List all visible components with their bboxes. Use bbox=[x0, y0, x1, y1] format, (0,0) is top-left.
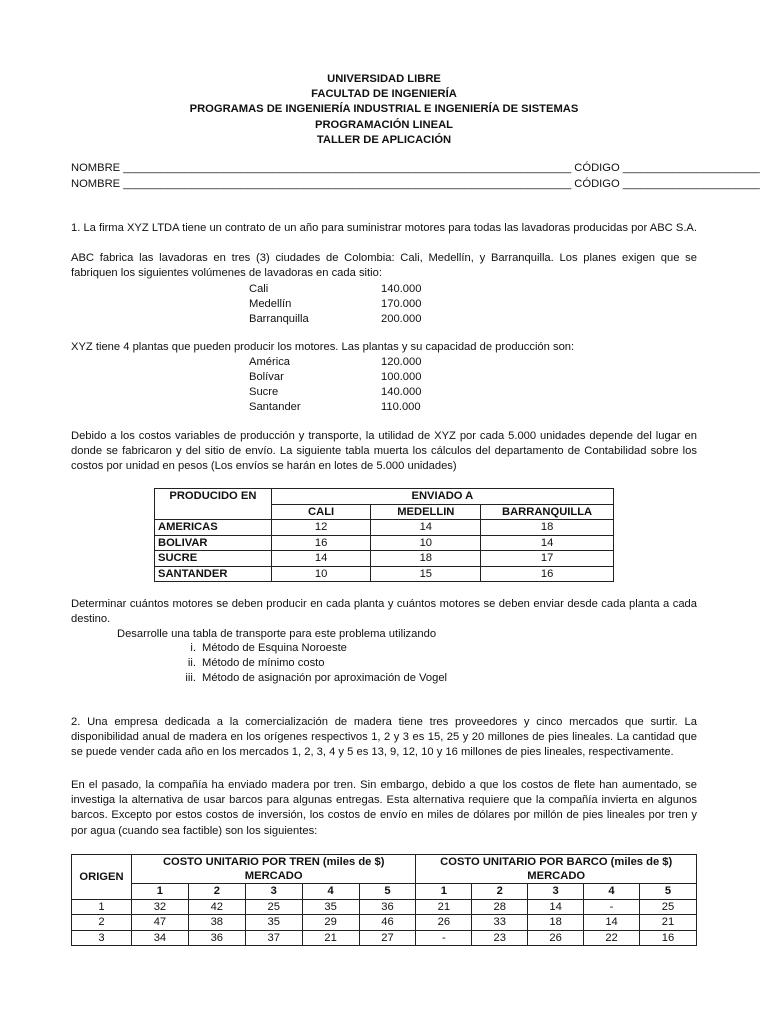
cell: 16 bbox=[639, 930, 696, 946]
table-row bbox=[72, 930, 697, 946]
method-label: Método de mínimo costo bbox=[202, 657, 325, 669]
develop-text: Desarrolle una tabla de transporte para este problema utilizando bbox=[117, 628, 437, 640]
cell: 33 bbox=[472, 915, 528, 931]
header-university: UNIVERSIDAD LIBRE bbox=[327, 73, 441, 85]
market-header: 5 bbox=[639, 884, 696, 900]
method-number: iii. bbox=[185, 672, 196, 684]
method-item bbox=[178, 656, 325, 671]
plant-name: Santander bbox=[249, 401, 301, 413]
cell: 47 bbox=[131, 915, 188, 931]
plant-value: 140.000 bbox=[381, 386, 422, 398]
cell: 14 bbox=[528, 899, 584, 915]
origin-cell: 1 bbox=[72, 899, 132, 915]
train-market-label: MERCADO bbox=[244, 870, 303, 882]
cell: 10 bbox=[271, 566, 371, 582]
plant-value: 110.000 bbox=[381, 401, 421, 413]
market-header: 3 bbox=[245, 884, 302, 900]
name-field-1: NOMBRE ________________________________________________________________________ CÓDIGO ______________________ bbox=[71, 162, 760, 174]
table-row bbox=[155, 551, 614, 567]
market-header: 4 bbox=[584, 884, 640, 900]
cell: 46 bbox=[359, 915, 416, 931]
origin-cell: 3 bbox=[72, 930, 132, 946]
header-produced: PRODUCIDO EN bbox=[155, 489, 272, 520]
market-header: 2 bbox=[472, 884, 528, 900]
method-item bbox=[178, 641, 347, 656]
market-header: 4 bbox=[302, 884, 359, 900]
cell: 34 bbox=[131, 930, 188, 946]
header-course: PROGRAMACIÓN LINEAL bbox=[315, 118, 453, 131]
plants-intro: XYZ tiene 4 plantas que pueden producir los motores. Las plantas y su capacidad de producción son: bbox=[71, 341, 575, 353]
cell: 14 bbox=[481, 535, 614, 551]
problem1-abc-text: ABC fabrica las lavadoras en tres (3) ciudades de Colombia: Cali, Medellín, y Barranquilla. Los planes exigen que se fabriquen los siguientes volúmenes de lavadoras en cada sitio: bbox=[71, 252, 697, 280]
cell: 16 bbox=[481, 566, 614, 582]
cell: - bbox=[584, 899, 640, 915]
cell: 17 bbox=[481, 551, 614, 567]
method-label: Método de Esquina Noroeste bbox=[202, 642, 347, 654]
problem2-intro: 2. Una empresa dedicada a la comercialización de madera tiene tres proveedores y cinco mercados que surtir. La disponibilidad anual de madera en los orígenes respectivos 1, 2 y 3 es 15, 25 y 20 millones de pies lineales. La cantidad que se puede vender cada año en los mercados 1, 2, 3, 4 y 5 es 13, 9, 12, 10 y 16 millones de pies lineales, respectivamente. bbox=[71, 716, 697, 759]
cell: 36 bbox=[188, 930, 245, 946]
cell: 22 bbox=[584, 930, 640, 946]
header-faculty: FACULTAD DE INGENIERÍA bbox=[311, 88, 457, 101]
market-header: 5 bbox=[359, 884, 416, 900]
method-number: ii. bbox=[187, 657, 196, 669]
problem1-intro: 1. La firma XYZ LTDA tiene un contrato de un año para suministrar motores para todas las lavadoras producidas por ABC S.A. bbox=[71, 222, 697, 234]
cell: 26 bbox=[528, 930, 584, 946]
city-value: 170.000 bbox=[381, 298, 422, 310]
cell: 38 bbox=[188, 915, 245, 931]
cell: 21 bbox=[416, 899, 472, 915]
cell: 15 bbox=[371, 566, 481, 582]
plant-name: Sucre bbox=[249, 386, 279, 398]
costs-text: Debido a los costos variables de producción y transporte, la utilidad de XYZ por cada 5.000 unidades depende del lugar en donde se fabricaron y del sitio de envío. La siguiente tabla muerta los cálculos del departamento de Contabilidad sobre los costos por unidad en pesos (Los envíos se harán en lotes de 5.000 unidades) bbox=[71, 430, 697, 473]
cell: 23 bbox=[472, 930, 528, 946]
city-name: Barranquilla bbox=[249, 313, 309, 325]
dest-header: CALI bbox=[271, 504, 371, 520]
row-label: SANTANDER bbox=[155, 566, 272, 582]
cell: 14 bbox=[271, 551, 371, 567]
city-value: 200.000 bbox=[381, 313, 422, 325]
name-field-2: NOMBRE ________________________________________________________________________ CÓDIGO ______________________ bbox=[71, 178, 760, 190]
cell: 27 bbox=[359, 930, 416, 946]
cell: 35 bbox=[245, 915, 302, 931]
cell: 14 bbox=[371, 520, 481, 536]
market-header: 2 bbox=[188, 884, 245, 900]
cell: 16 bbox=[271, 535, 371, 551]
transport-cost-table bbox=[154, 488, 614, 582]
city-value: 140.000 bbox=[381, 283, 422, 295]
row-label: AMERICAS bbox=[155, 520, 272, 536]
train-title: COSTO UNITARIO POR TREN (miles de $) bbox=[162, 856, 385, 868]
cell: 28 bbox=[472, 899, 528, 915]
header-sent: ENVIADO A bbox=[271, 489, 613, 505]
cell: 29 bbox=[302, 915, 359, 931]
cell: 12 bbox=[271, 520, 371, 536]
table-row bbox=[155, 535, 614, 551]
cell: 18 bbox=[481, 520, 614, 536]
cell: 18 bbox=[528, 915, 584, 931]
cell: 36 bbox=[359, 899, 416, 915]
train-cost-header bbox=[131, 855, 415, 884]
cell: 35 bbox=[302, 899, 359, 915]
cell: 14 bbox=[584, 915, 640, 931]
boat-title: COSTO UNITARIO POR BARCO (miles de $) bbox=[440, 856, 673, 868]
header-workshop: TALLER DE APLICACIÓN bbox=[316, 133, 452, 146]
cell: 25 bbox=[639, 899, 696, 915]
cell: - bbox=[416, 930, 472, 946]
boat-cost-header bbox=[416, 855, 697, 884]
cell: 21 bbox=[639, 915, 696, 931]
cell: 10 bbox=[371, 535, 481, 551]
cell: 25 bbox=[245, 899, 302, 915]
method-item bbox=[178, 671, 447, 686]
boat-market-label: MERCADO bbox=[527, 870, 586, 882]
table-row bbox=[155, 566, 614, 582]
dest-header: MEDELLIN bbox=[371, 504, 481, 520]
document-header bbox=[0, 72, 768, 148]
market-header: 1 bbox=[416, 884, 472, 900]
cell: 18 bbox=[371, 551, 481, 567]
city-name: Cali bbox=[249, 283, 269, 295]
plant-value: 120.000 bbox=[381, 356, 422, 368]
market-header: 3 bbox=[528, 884, 584, 900]
row-label: BOLIVAR bbox=[155, 535, 272, 551]
determine-text: Determinar cuántos motores se deben producir en cada planta y cuántos motores se deben enviar desde cada planta a cada destino. bbox=[71, 598, 697, 626]
cell: 21 bbox=[302, 930, 359, 946]
cell: 42 bbox=[188, 899, 245, 915]
plant-value: 100.000 bbox=[381, 371, 422, 383]
method-label: Método de asignación por aproximación de Vogel bbox=[202, 672, 448, 684]
plant-name: América bbox=[249, 356, 291, 368]
table-row bbox=[72, 915, 697, 931]
method-number: i. bbox=[190, 642, 196, 654]
dest-header: BARRANQUILLA bbox=[481, 504, 614, 520]
origin-cell: 2 bbox=[72, 915, 132, 931]
table-row bbox=[155, 520, 614, 536]
plant-name: Bolívar bbox=[249, 371, 284, 383]
city-name: Medellín bbox=[249, 298, 292, 310]
cell: 32 bbox=[131, 899, 188, 915]
header-programs: PROGRAMAS DE INGENIERÍA INDUSTRIAL E INGENIERÍA DE SISTEMAS bbox=[189, 103, 579, 116]
cell: 37 bbox=[245, 930, 302, 946]
shipping-cost-table bbox=[71, 854, 697, 946]
problem2-past: En el pasado, la compañía ha enviado madera por tren. Sin embargo, debido a que los costos de flete han aumentado, se investiga la alternativa de usar barcos para algunas entregas. Esta alternativa requiere que la compañía invierta en algunos barcos. Excepto por estos costos de inversión, los costos de envío en miles de dólares por millón de pies lineales por tren y por agua (cuando sea factible) son los siguientes: bbox=[71, 779, 697, 837]
origin-header: ORIGEN bbox=[72, 855, 132, 900]
table-row bbox=[72, 899, 697, 915]
cell: 26 bbox=[416, 915, 472, 931]
row-label: SUCRE bbox=[155, 551, 272, 567]
market-header: 1 bbox=[131, 884, 188, 900]
